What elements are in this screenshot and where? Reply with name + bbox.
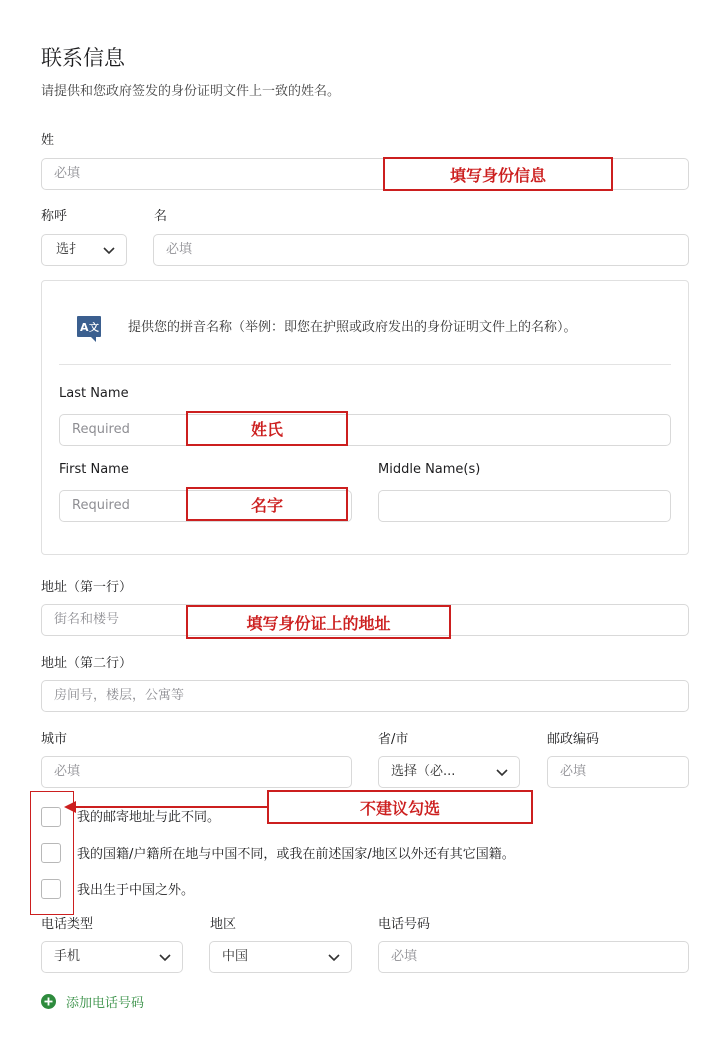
chevron-down-icon (158, 950, 172, 964)
salutation-value: 选扌 (56, 242, 83, 257)
province-label: 省/市 (378, 732, 409, 747)
address2-input[interactable]: 房间号，楼层，公寓等 (41, 680, 689, 712)
middle-name-input[interactable] (378, 490, 671, 522)
phone-number-input[interactable]: 必填 (378, 941, 689, 973)
annotation-not-recommended: 不建议勾选 (267, 790, 533, 824)
province-select[interactable] (378, 756, 520, 788)
chevron-down-icon (327, 950, 341, 964)
address1-input[interactable]: 街名和楼号 (41, 604, 689, 636)
salutation-label: 称呼 (41, 209, 68, 224)
phone-number-label: 电话号码 (378, 917, 431, 932)
checkbox-mailing-address-label: 我的邮寄地址与此不同。 (77, 810, 221, 825)
add-phone-label: 添加电话号码 (66, 996, 145, 1011)
annotation-given: 名字 (186, 487, 348, 521)
add-phone-button[interactable] (41, 992, 144, 1011)
region-label: 地区 (210, 917, 237, 932)
translate-icon (76, 315, 102, 343)
pinyin-hint: 提供您的拼音名称（举例：即您在护照或政府发出的身份证明文件上的名称）。 (128, 320, 577, 335)
first-name-input[interactable]: Required (59, 490, 352, 522)
region-value: 中国 (222, 949, 249, 964)
surname-input[interactable]: 必填 (41, 158, 689, 190)
middle-name-label: Middle Name(s) (378, 462, 481, 477)
phone-type-label: 电话类型 (41, 917, 94, 932)
last-name-label: Last Name (59, 386, 129, 401)
last-name-input[interactable]: Required (59, 414, 671, 446)
svg-text:文: 文 (89, 323, 99, 334)
first-name-label: First Name (59, 462, 129, 477)
phone-type-value: 手机 (54, 949, 81, 964)
postal-input[interactable]: 必填 (547, 756, 689, 788)
province-value: 选择（必... (391, 764, 456, 779)
checkbox-nationality-label: 我的国籍/户籍所在地与中国不同，或我在前述国家/地区以外还有其它国籍。 (77, 847, 515, 862)
given-name-label: 名 (154, 209, 168, 224)
plus-circle-icon (41, 994, 56, 1009)
address1-label: 地址（第一行） (41, 580, 133, 595)
city-label: 城市 (41, 732, 68, 747)
postal-label: 邮政编码 (547, 732, 600, 747)
given-name-input[interactable]: 必填 (153, 234, 689, 266)
pinyin-divider (59, 364, 671, 365)
annotation-arrow-icon (60, 798, 270, 818)
page-title: 联系信息 (41, 46, 125, 70)
annotation-address: 填写身份证上的地址 (186, 605, 451, 639)
phone-type-select[interactable] (41, 941, 183, 973)
salutation-select[interactable] (41, 234, 127, 266)
annotation-surname: 姓氏 (186, 411, 348, 446)
page-subtitle: 请提供和您政府签发的身份证明文件上一致的姓名。 (41, 84, 341, 99)
region-select[interactable] (209, 941, 352, 973)
surname-label: 姓 (41, 133, 55, 148)
address2-label: 地址（第二行） (41, 656, 133, 671)
chevron-down-icon (495, 765, 509, 779)
checkbox-born-abroad-label: 我出生于中国之外。 (77, 883, 195, 898)
annotation-identity: 填写身份信息 (383, 157, 613, 191)
svg-text:A: A (80, 321, 89, 334)
city-input[interactable]: 必填 (41, 756, 352, 788)
chevron-down-icon (102, 243, 116, 257)
